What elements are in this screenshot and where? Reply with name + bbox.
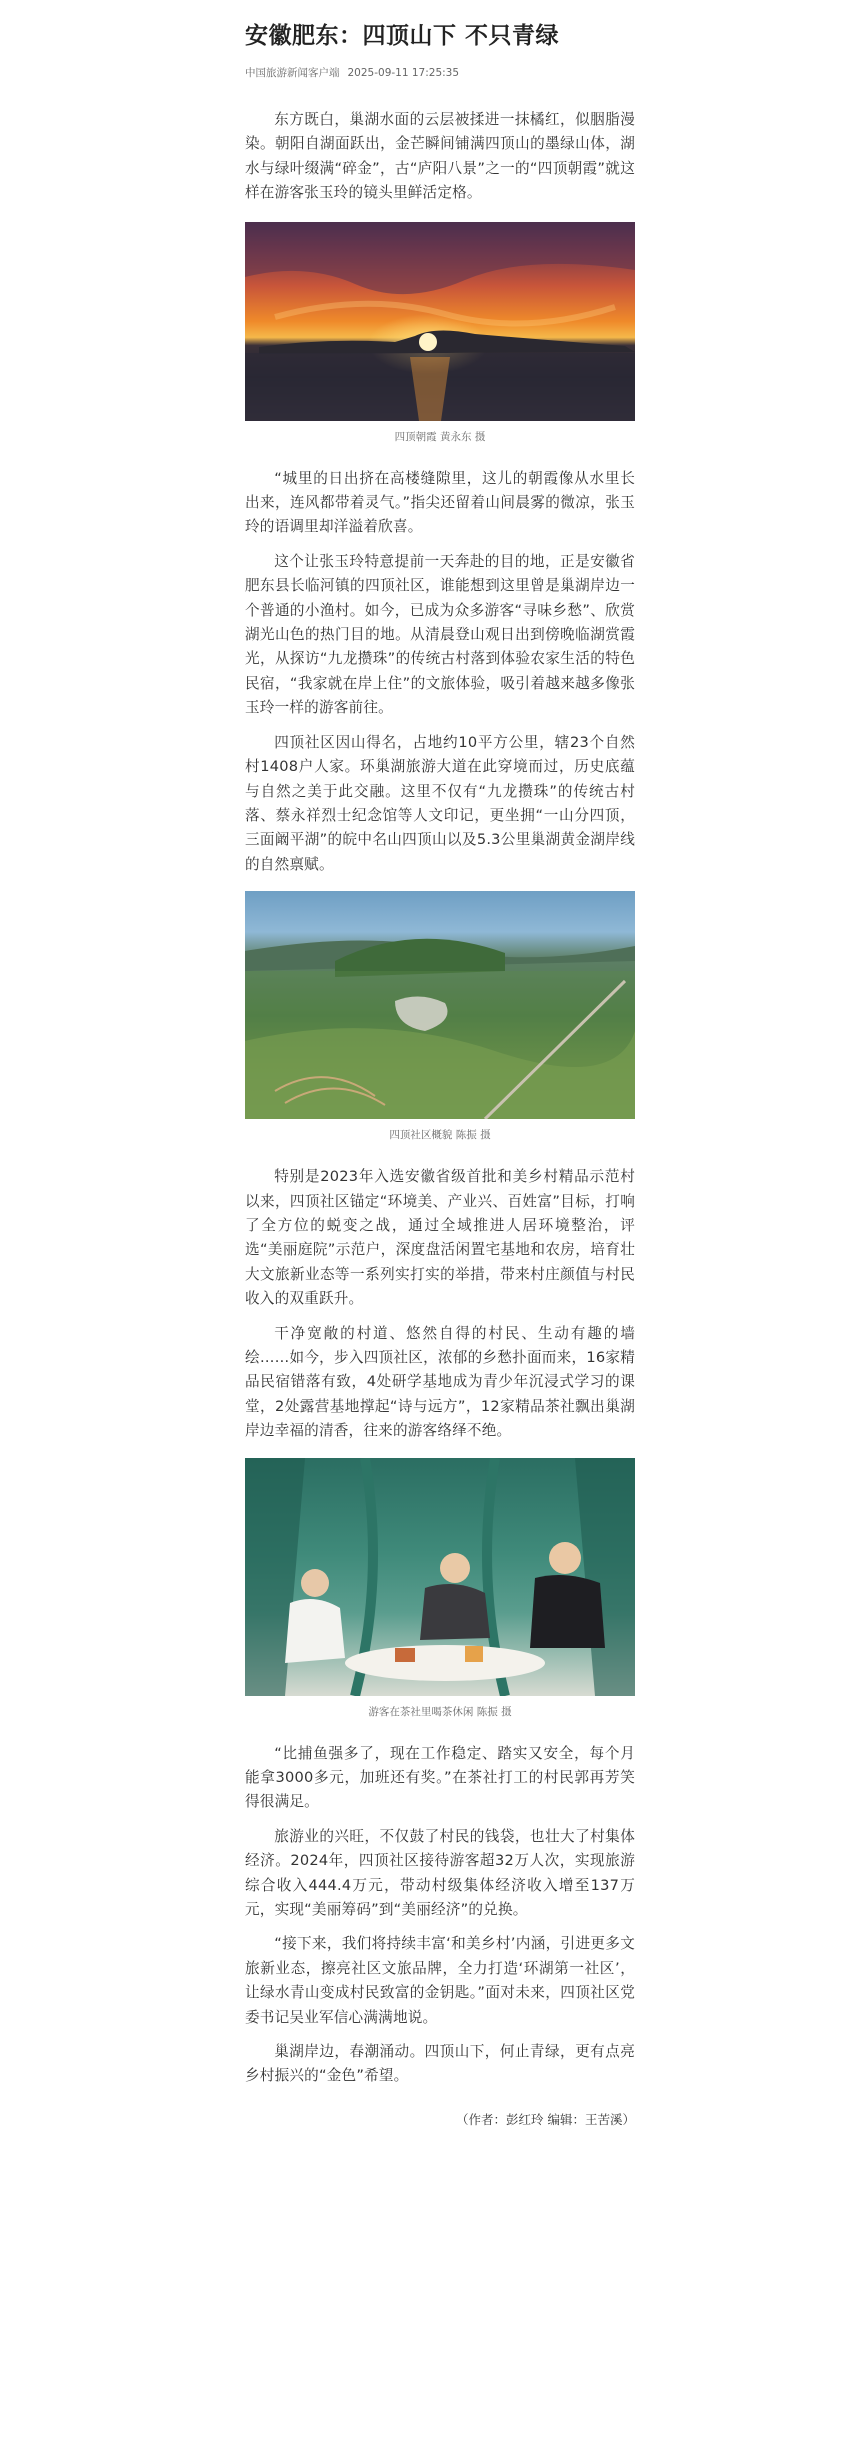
paragraph: 东方既白，巢湖水面的云层被揉进一抹橘红，似胭脂漫染。朝阳自湖面跃出，金芒瞬间铺满四顶山的墨绿山体，湖水与绿叶缀满“碎金”，古“庐阳八景”之一的“四顶朝霞”就这样在游客张玉玲的镜头里鲜活定格。	[245, 111, 635, 202]
paragraph: “城里的日出挤在高楼缝隙里，这儿的朝霞像从水里长出来，连风都带着灵气。”指尖还留着山间晨雾的微凉，张玉玲的语调里却洋溢着欣喜。	[245, 469, 635, 536]
aerial-illustration	[245, 891, 635, 1119]
article-footer: （作者：彭红玲 编辑：王苦溪）	[456, 2111, 635, 2127]
sunrise-illustration	[245, 222, 635, 421]
photo-caption: 游客在茶社里喝茶休闲 陈振 摄	[368, 1705, 512, 1718]
paragraph: 这个让张玉玲特意提前一天奔赴的目的地，正是安徽省肥东县长临河镇的四顶社区，谁能想到这里曾是巢湖岸边一个普通的小渔村。如今，已成为众多游客“寻味乡愁”、欣赏湖光山色的热门目的地。从清晨登山观日出到傍晚临湖赏霞光，从探访“九龙攒珠”的传统古村落到体验农家生活的特色民宿，“我家就在岸上住”的文旅体验，吸引着越来越多像张玉玲一样的游客前往。	[245, 552, 635, 717]
figure-teahouse	[245, 1458, 635, 1720]
paragraph: 四顶社区因山得名，占地约10平方公里，辖23个自然村1408户人家。环巢湖旅游大道在此穿境而过，历史底蕴与自然之美于此交融。这里不仅有“九龙攒珠”的传统古村落、蔡永祥烈士纪念馆等人文印记，更坐拥“一山分四顶，三面阚平湖”的皖中名山四顶山以及5.3公里巢湖黄金湖岸线的自然禀赋。	[245, 733, 635, 873]
article-meta	[245, 65, 635, 81]
photo-caption: 四顶朝霞 黄永东 摄	[394, 430, 486, 443]
article-title: 安徽肥东：四顶山下 不只青绿	[245, 23, 560, 49]
paragraph: 巢湖岸边，春潮涌动。四顶山下，何止青绿，更有点亮乡村振兴的“金色”希望。	[245, 2043, 635, 2085]
paragraph: 干净宽敞的村道、悠然自得的村民、生动有趣的墙绘……如今，步入四顶社区，浓郁的乡愁扑面而来，16家精品民宿错落有致，4处研学基地成为青少年沉浸式学习的课堂，2处露营基地撑起“诗与远方”，12家精品茶社飘出巢湖岸边幸福的清香，往来的游客络绎不绝。	[245, 1324, 635, 1440]
photo-caption: 四顶社区概貌 陈振 摄	[389, 1129, 491, 1142]
paragraph: 特别是2023年入选安徽省级首批和美乡村精品示范村以来，四顶社区锚定“环境美、产业兴、百姓富”目标，打响了全方位的蜕变之战，通过全域推进人居环境整治，评选“美丽庭院”示范户，深度盘活闲置宅基地和农房，培育壮大文旅新业态等一系列实打实的举措，带来村庄颜值与村民收入的双重跃升。	[245, 1168, 635, 1308]
article-datetime: 2025-09-11 17:25:35	[347, 67, 460, 79]
photo-teahouse-guests	[245, 1458, 635, 1696]
paragraph: “比捕鱼强多了，现在工作稳定、踏实又安全，每个月能拿3000多元，加班还有奖。”在茶社打工的村民郭再芳笑得很满足。	[245, 1744, 635, 1811]
photo-sunrise-over-lake	[245, 222, 635, 421]
article-source: 中国旅游新闻客户端	[245, 67, 340, 79]
photo-aerial-village	[245, 891, 635, 1119]
teahouse-illustration	[245, 1458, 635, 1696]
figure-aerial	[245, 891, 635, 1143]
figure-sunrise	[245, 222, 635, 445]
article	[245, 0, 635, 2129]
paragraph: 旅游业的兴旺，不仅鼓了村民的钱袋，也壮大了村集体经济。2024年，四顶社区接待游客超32万人次，实现旅游综合收入444.4万元，带动村级集体经济收入增至137万元，实现“美丽筹码”到“美丽经济”的兑换。	[245, 1827, 635, 1919]
paragraph: “接下来，我们将持续丰富‘和美乡村’内涵，引进更多文旅新业态，擦亮社区文旅品牌，全力打造‘环湖第一社区’，让绿水青山变成村民致富的金钥匙。”面对未来，四顶社区党委书记吴业军信心满满地说。	[245, 1935, 635, 2026]
